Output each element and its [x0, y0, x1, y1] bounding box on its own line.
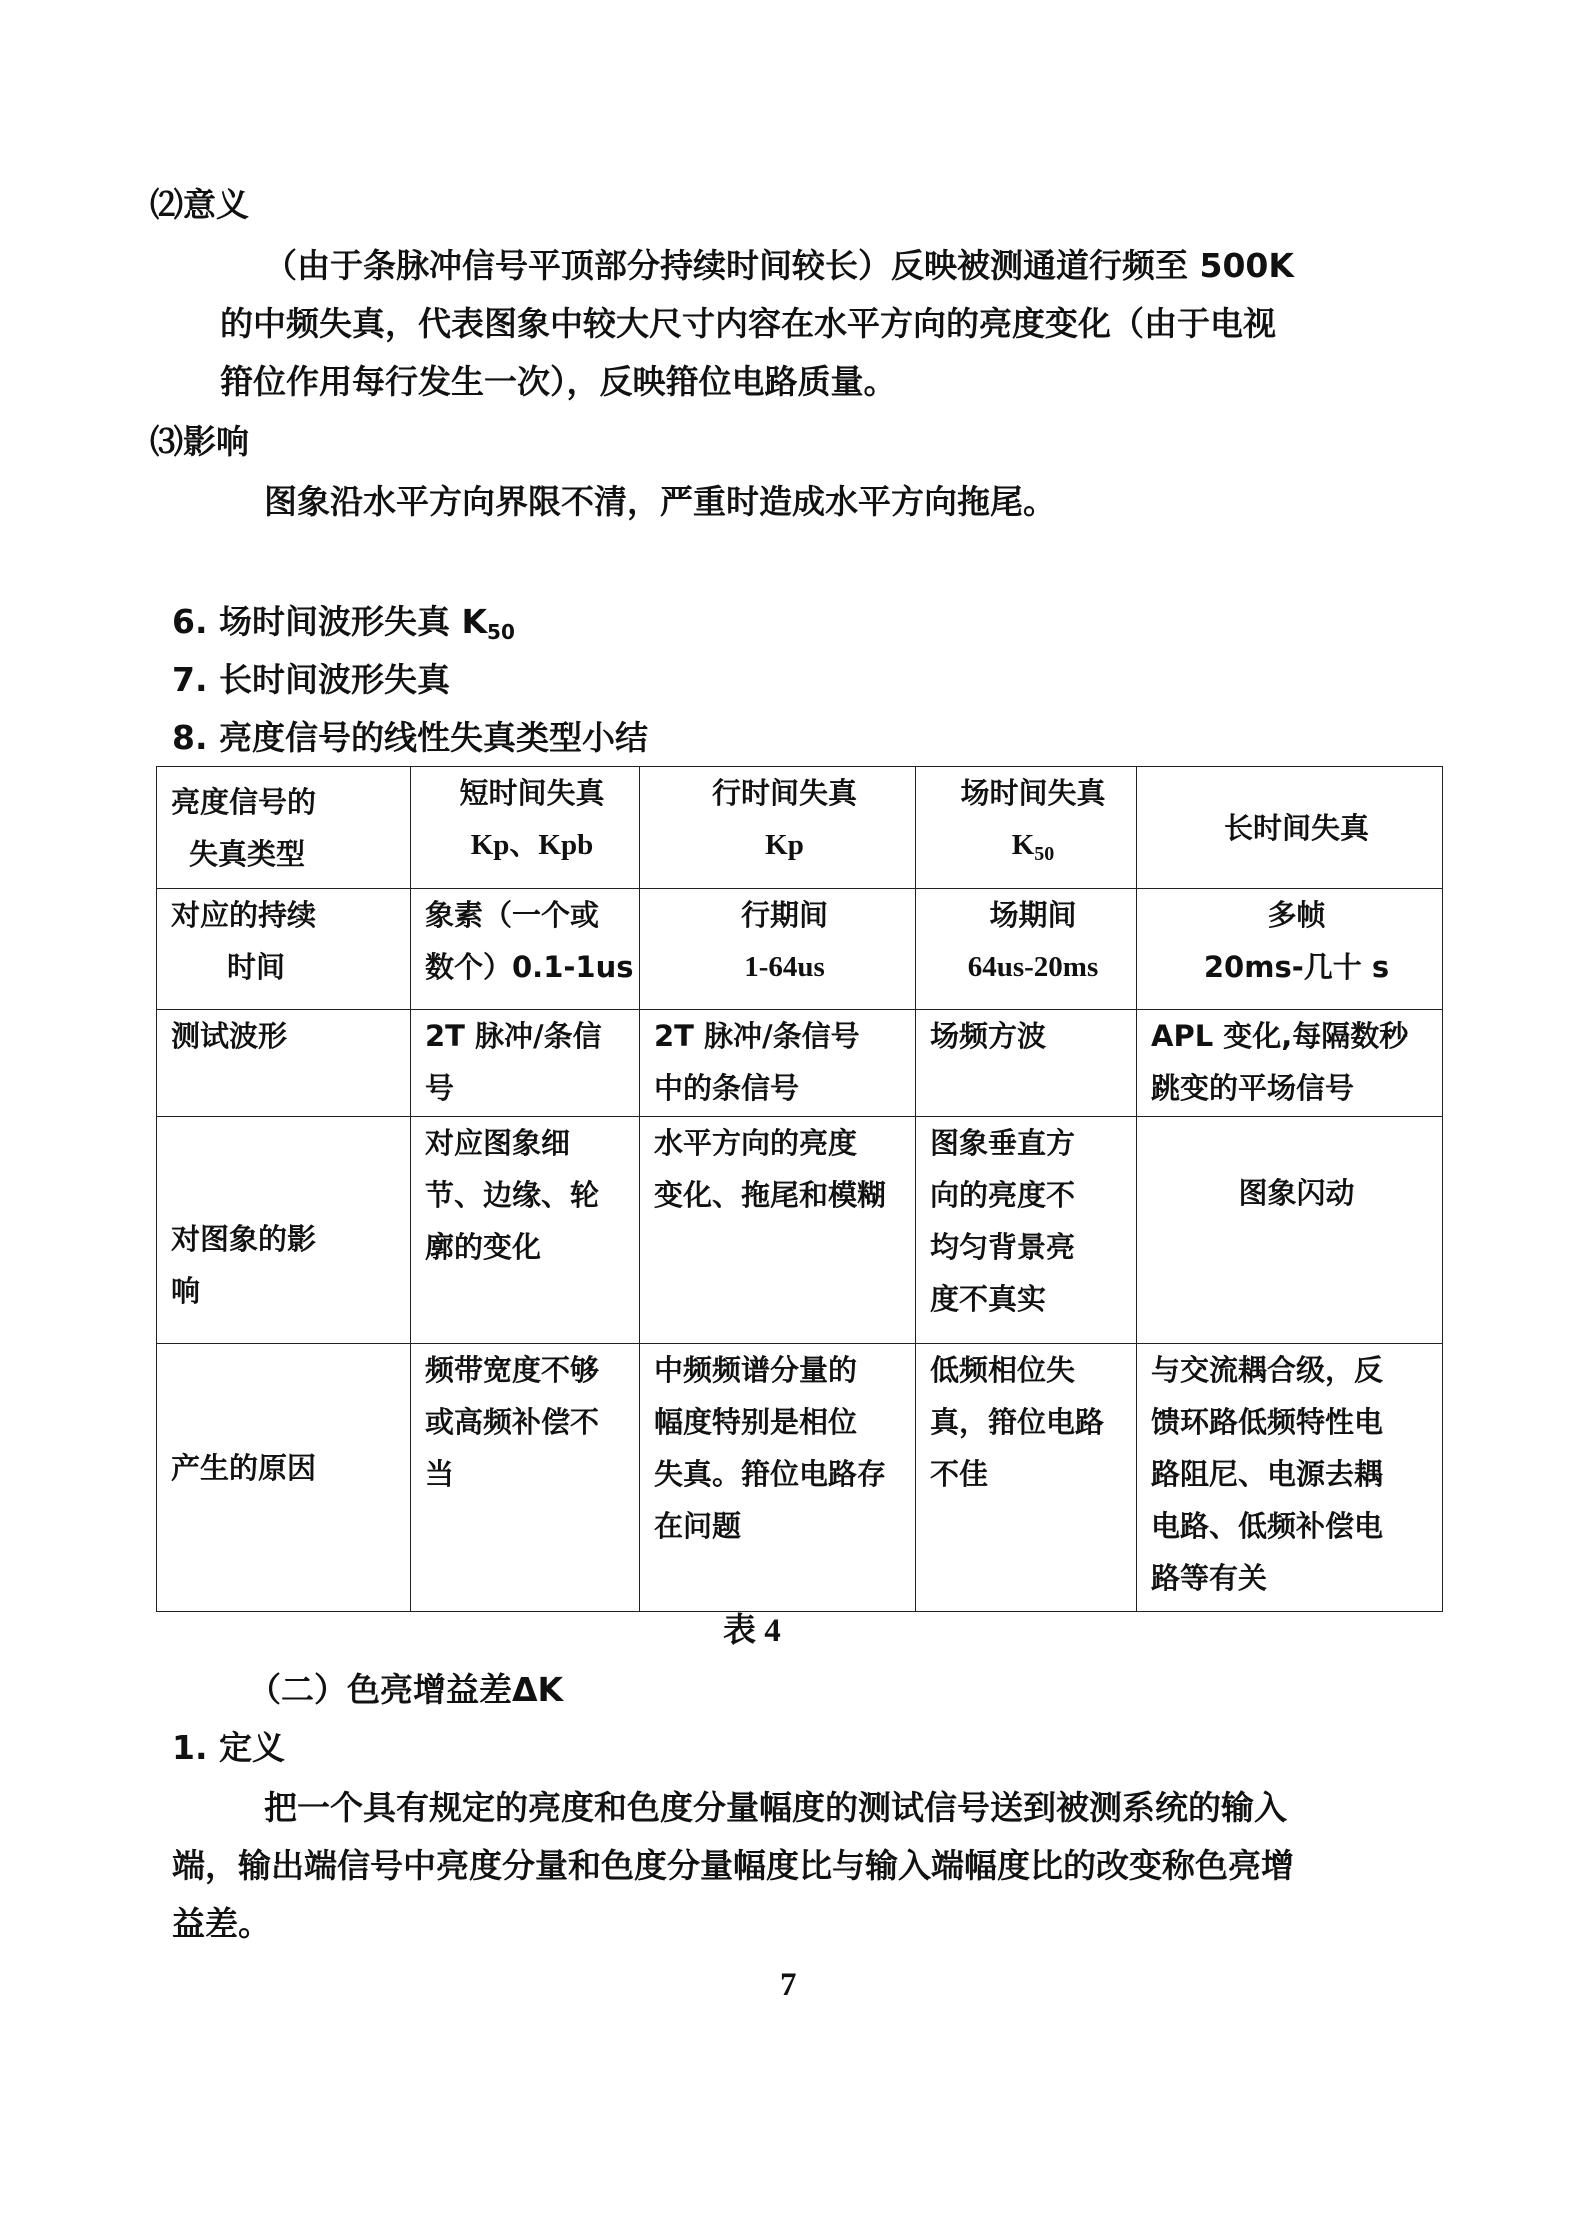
header-cell-line: 亮度信号的 — [171, 784, 317, 819]
cell-effect-line — [640, 1117, 916, 1344]
item-6-heading — [172, 600, 515, 644]
cell-line: 中频频谱分量的 — [654, 1353, 858, 1387]
header-cell-line: 场时间失真 — [960, 776, 1106, 810]
k-subscript: 50 — [1034, 843, 1055, 865]
row-label-cause: 产生的原因 — [157, 1344, 411, 1612]
cell-cause-line — [640, 1344, 916, 1612]
cell-line: 64us-20ms — [967, 951, 1099, 983]
cell-line: 不佳 — [930, 1457, 989, 1491]
cell-line: 低频相位失 — [930, 1353, 1076, 1387]
row-label-line: 对应的持续 — [171, 898, 317, 932]
table-row-waveform — [157, 1010, 1443, 1117]
header-cell-short-time — [411, 767, 640, 889]
table-caption — [723, 1608, 781, 1653]
meaning-paragraph-line-2: 的中频失真，代表图象中较大尺寸内容在水平方向的亮度变化（由于电视 — [220, 304, 1276, 343]
row-label-duration — [157, 889, 411, 1010]
cell-effect-short — [411, 1117, 640, 1344]
header-cell-line: Kp — [765, 829, 804, 861]
definition-heading: 1. 定义 — [172, 1728, 285, 1767]
item-6-text: 6. 场时间波形失真 K — [172, 602, 488, 641]
cell-line: 跳变的平场信号 — [1151, 1071, 1355, 1105]
header-cell-line: 行时间失真 — [711, 776, 857, 810]
table-header-row — [157, 767, 1443, 889]
header-cell-field-time — [916, 767, 1137, 889]
cell-line: 号 — [425, 1071, 455, 1105]
table-row-effect — [157, 1117, 1443, 1344]
meaning-heading: ⑵意义 — [150, 185, 249, 224]
header-cell-long-time: 长时间失真 — [1137, 767, 1443, 889]
cell-line: 多帧 — [1267, 898, 1326, 932]
cell-line: 路阻尼、电源去耦 — [1151, 1457, 1384, 1491]
definition-line-2: 端，输出端信号中亮度分量和色度分量幅度比与输入端幅度比的改变称色亮增 — [172, 1846, 1294, 1885]
cell-line: 变化、拖尾和模糊 — [654, 1178, 887, 1212]
cell-line: 与交流耦合级，反 — [1151, 1353, 1384, 1387]
header-cell-line — [930, 819, 1136, 871]
cell-line: 象素（一个或 — [425, 898, 600, 932]
row-label-waveform: 测试波形 — [157, 1010, 411, 1117]
cell-line: 在问题 — [654, 1509, 742, 1543]
cell-duration-field — [916, 889, 1137, 1010]
row-label-line: 时间 — [227, 950, 286, 984]
impact-heading: ⑶影响 — [150, 422, 249, 461]
row-label-line: 对图象的影 — [171, 1222, 317, 1256]
item-8-heading: 8. 亮度信号的线性失真类型小结 — [172, 718, 648, 757]
cell-line: 廓的变化 — [425, 1230, 542, 1264]
table-caption-text: 表 4 — [723, 1613, 781, 1649]
cell-waveform-short — [411, 1010, 640, 1117]
cell-waveform-field: 场频方波 — [916, 1010, 1137, 1117]
header-cell-line-time — [640, 767, 916, 889]
cell-cause-long — [1137, 1344, 1443, 1612]
k-symbol: K — [1011, 829, 1035, 861]
page-number — [780, 1962, 797, 2007]
cell-cause-field — [916, 1344, 1137, 1612]
header-cell-line: 短时间失真 — [459, 776, 605, 810]
table-row-cause — [157, 1344, 1443, 1612]
header-cell-distortion-type — [157, 767, 411, 889]
distortion-summary-table — [156, 766, 1443, 1612]
cell-cause-short — [411, 1344, 640, 1612]
cell-line: 20ms-几十 s — [1203, 950, 1390, 984]
impact-paragraph: 图象沿水平方向界限不清，严重时造成水平方向拖尾。 — [264, 482, 1056, 521]
cell-line: 馈环路低频特性电 — [1151, 1405, 1384, 1439]
cell-line: 或高频补偿不 — [425, 1405, 600, 1439]
cell-line: 真，箝位电路 — [930, 1405, 1105, 1439]
cell-line: 1-64us — [744, 951, 825, 983]
cell-line: 节、边缘、轮 — [425, 1178, 600, 1212]
cell-waveform-line — [640, 1010, 916, 1117]
row-label-line: 响 — [171, 1274, 201, 1308]
cell-line: APL 变化,每隔数秒 — [1151, 1019, 1409, 1053]
definition-line-3: 益差。 — [172, 1904, 271, 1943]
cell-line: 水平方向的亮度 — [654, 1126, 858, 1160]
meaning-paragraph-line-3: 箝位作用每行发生一次），反映箝位电路质量。 — [220, 362, 897, 401]
table-row-duration — [157, 889, 1443, 1010]
cell-line: 度不真实 — [930, 1282, 1047, 1316]
item-6-subscript: 50 — [487, 620, 515, 644]
header-cell-line: 失真类型 — [189, 836, 306, 871]
cell-line: 2T 脉冲/条信 — [425, 1019, 602, 1053]
header-cell-line: Kp、Kpb — [470, 829, 594, 861]
cell-line: 路等有关 — [1151, 1561, 1268, 1595]
cell-line: 行期间 — [740, 898, 828, 932]
cell-line: 中的条信号 — [654, 1071, 800, 1105]
definition-line-1: 把一个具有规定的亮度和色度分量幅度的测试信号送到被测系统的输入 — [264, 1788, 1287, 1827]
cell-line: 图象垂直方 — [930, 1126, 1076, 1160]
cell-line: 向的亮度不 — [930, 1178, 1076, 1212]
cell-duration-line — [640, 889, 916, 1010]
item-7-heading: 7. 长时间波形失真 — [172, 660, 450, 699]
cell-line: 2T 脉冲/条信号 — [654, 1019, 860, 1053]
cell-line: 场期间 — [989, 898, 1077, 932]
cell-line: 电路、低频补偿电 — [1151, 1509, 1384, 1543]
cell-line: 频带宽度不够 — [425, 1353, 600, 1387]
cell-effect-long: 图象闪动 — [1137, 1117, 1443, 1344]
gain-difference-heading: （二）色亮增益差ΔK — [248, 1670, 564, 1709]
cell-duration-long — [1137, 889, 1443, 1010]
cell-line: 失真。箝位电路存 — [654, 1457, 887, 1491]
cell-effect-field — [916, 1117, 1137, 1344]
cell-line: 对应图象细 — [425, 1126, 571, 1160]
cell-line: 当 — [425, 1457, 455, 1491]
cell-waveform-long — [1137, 1010, 1443, 1117]
meaning-paragraph-line-1: （由于条脉冲信号平顶部分持续时间较长）反映被测通道行频至 500K — [264, 246, 1294, 285]
cell-line: 数个）0.1-1us — [425, 950, 634, 984]
page-number-text: 7 — [780, 1967, 797, 2003]
row-label-effect — [157, 1117, 411, 1344]
cell-line: 幅度特别是相位 — [654, 1405, 858, 1439]
cell-duration-short — [411, 889, 640, 1010]
cell-line: 均匀背景亮 — [930, 1230, 1076, 1264]
